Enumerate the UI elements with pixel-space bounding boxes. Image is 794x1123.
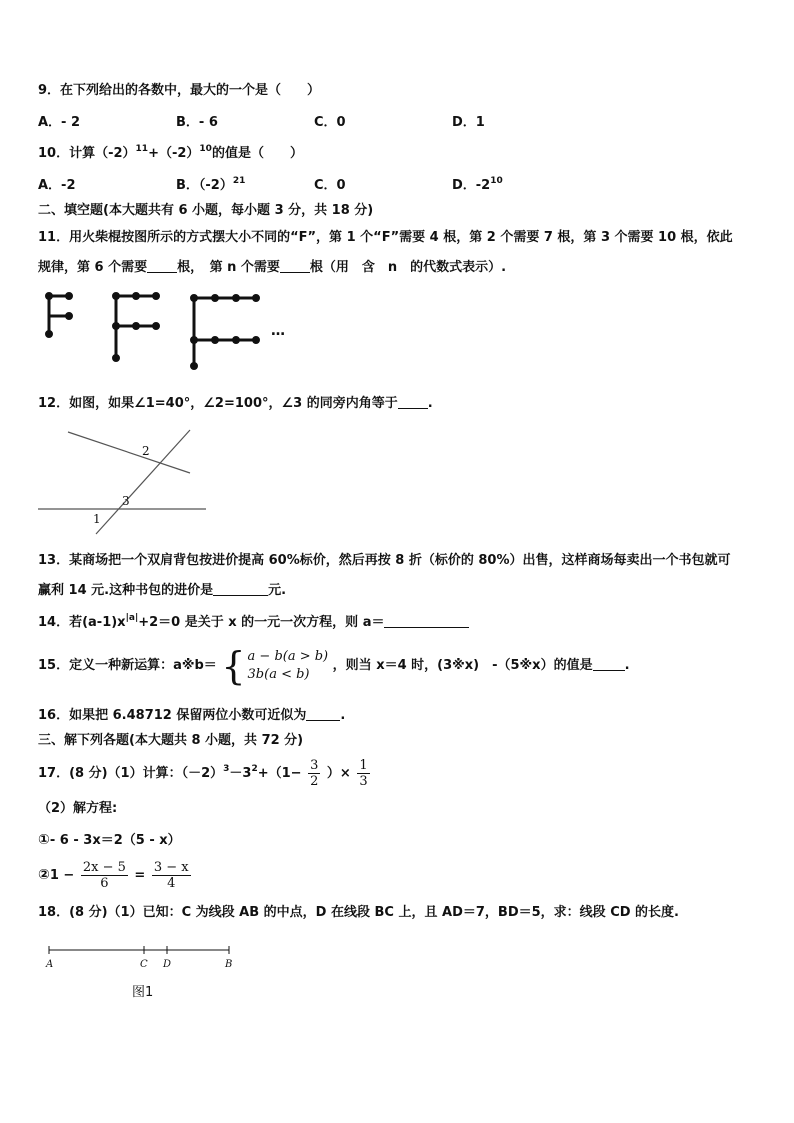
case-2: 3b(a < b) (247, 666, 310, 682)
q15-stem: 15．定义一种新运算：a※b＝ { a − b(a > b) 3b(a < b) ，则当 x＝4 时，(3※x) -（5※x）的值是 . (38, 643, 630, 688)
segment-figure (44, 942, 244, 972)
angle-label-2: 2 (142, 444, 150, 458)
q9-option-c: C．0 (314, 115, 346, 130)
figure-caption: 图1 (132, 985, 154, 1000)
case-1: a − b(a > b) (247, 648, 329, 664)
q10-stem: 10．计算$(-2)^{11}+(-2)^{10}$的值是（ ） (38, 144, 303, 161)
q11-line1: 11．用火柴棍按图所示的方式摆大小不同的“F”，第 1 个“F”需要 4 根，第 2 个需要 7 根，第 3 个需要 10 根，依此 (38, 230, 733, 245)
q9-option-b: B．- 6 (176, 115, 218, 130)
q10-option-a: A．-2 (38, 178, 76, 193)
ellipsis: … (271, 323, 285, 339)
q17-equation-1: ①- 6 - 3x＝2（5 - x） (38, 832, 181, 848)
q12-stem: 12．如图，如果∠1=40°，∠2=100°，∠3 的同旁内角等于 . (38, 396, 433, 411)
q10-option-b: B．$(-2)^{21}$ (176, 176, 246, 193)
q10-option-c: C．0 (314, 178, 346, 193)
answer-blank (593, 658, 625, 671)
section-3-heading: 三、解下列各题(本大题共 8 小题，共 72 分) (38, 733, 304, 748)
q9-option-a: A．- 2 (38, 115, 81, 130)
answer-blank (306, 708, 340, 721)
answer-blank (280, 260, 310, 273)
q11-line2: 规律，第 6 个需要 根， 第 n 个需要 根（用 含 n 的代数式表示）. (38, 260, 507, 275)
matchstick-f-figure (38, 288, 298, 368)
q17-part1: 17．(8 分)（1）计算：$(-2)^3-3^2+(1-$ $\frac{3}{2}$ ）× $\frac{1}{3}$ (38, 758, 368, 789)
q10-option-d: D．$-2^{10}$ (452, 176, 503, 193)
point-c-label: C (140, 959, 148, 970)
q14-stem: 14．若$(a-1)x^{|a|}+2=0$ 是关于 x 的一元一次方程，则 a＝ (38, 614, 469, 632)
point-b-label: B (225, 959, 233, 970)
q9-stem: 9．在下列给出的各数中，最大的一个是（ ） (38, 83, 321, 98)
q9-option-d: D．1 (452, 115, 485, 130)
angle-label-1: 1 (93, 512, 101, 526)
q16-stem: 16．如果把 6.48712 保留两位小数可近似为 . (38, 708, 346, 723)
point-d-label: D (163, 959, 172, 970)
q13-line1: 13．某商场把一个双肩背包按进价提高 60%标价，然后再按 8 折（标价的 80%）出售，这样商场每卖出一个书包就可 (38, 553, 731, 568)
q13-line2: 赢利 14 元.这种书包的进价是 元. (38, 583, 287, 598)
piecewise-definition: { a − b(a > b) 3b(a < b) (221, 643, 329, 688)
q18-stem: 18．(8 分)（1）已知：C 为线段 AB 的中点，D 在线段 BC 上，且 AD＝7，BD＝5，求：线段 CD 的长度. (38, 905, 679, 920)
q17-part2-label: （2）解方程: (38, 801, 118, 816)
angle-label-3: 3 (122, 494, 130, 508)
q17-equation-2: ②1 − $\frac{2x - 5}{6}$ = $\frac{3 - x}{4}$ (38, 860, 189, 891)
answer-blank (384, 615, 469, 628)
answer-blank (398, 396, 428, 409)
point-a-label: A (46, 959, 54, 970)
answer-blank (147, 260, 177, 273)
angle-figure (38, 426, 208, 536)
section-2-heading: 二、填空题(本大题共有 6 小题，每小题 3 分，共 18 分) (38, 203, 374, 218)
answer-blank (213, 583, 268, 596)
